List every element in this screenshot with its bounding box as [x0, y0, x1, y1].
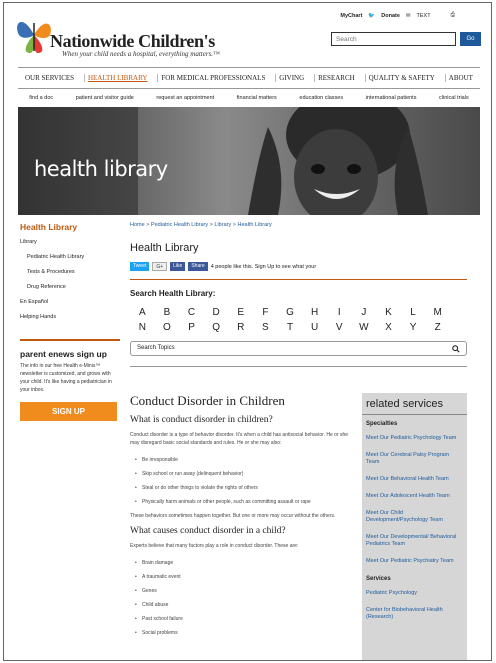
letter-link[interactable]: Y — [409, 322, 417, 333]
list-item: • Physically harm animals or other people, such as committing assault or rape — [142, 498, 355, 506]
search-icon[interactable] — [452, 345, 460, 353]
sidebar-item-library[interactable]: Library — [20, 239, 37, 245]
sidebar-nav — [20, 235, 120, 325]
letter-link[interactable]: T — [286, 322, 294, 333]
letter-link[interactable]: Q — [212, 322, 221, 333]
related-link[interactable]: Meet Our Pediatric Psychology Team — [366, 435, 457, 441]
letter-link[interactable]: N — [138, 322, 146, 333]
breadcrumb-health-library[interactable]: Health Library — [237, 222, 272, 228]
facebook-like-button[interactable]: Like — [170, 262, 185, 271]
nav-about[interactable]: ABOUT — [445, 74, 476, 82]
sidebar-item-drug-reference[interactable]: Drug Reference — [27, 284, 66, 290]
sidebar-item-tests-procedures[interactable]: Tests & Procedures — [27, 269, 75, 275]
letter-link[interactable]: R — [237, 322, 245, 333]
donate-link[interactable]: Donate — [381, 12, 400, 19]
article-paragraph: Conduct disorder is a type of behavior disorder. It's when a child has antisocial behavior. He or she may disregard basic social standards and rules. He or she may also: — [130, 432, 349, 446]
specialties-label: Specialties — [366, 421, 398, 427]
search-library-heading: Search Health Library: — [130, 289, 216, 298]
list-item: • Child abuse — [142, 598, 355, 612]
letter-link[interactable]: V — [335, 322, 343, 333]
list-item: • Steal or do other things to violate the rights of others — [142, 481, 355, 495]
letter-link[interactable]: H — [310, 307, 319, 318]
subnav-find-a-doc[interactable]: find a doc — [29, 95, 54, 101]
gplus-button[interactable]: G+ — [152, 262, 167, 271]
related-link[interactable]: Center for Biobehavioral Health (Research) — [366, 607, 443, 620]
list-item: • Skip school or run away (delinquent behavior) — [142, 467, 355, 481]
utility-links — [340, 12, 455, 19]
sidebar-heading[interactable]: Health Library — [20, 222, 78, 232]
letter-link[interactable]: S — [262, 322, 269, 333]
email-icon[interactable]: ✉ — [405, 12, 411, 19]
page-title: Health Library — [130, 242, 199, 254]
letter-link[interactable]: E — [237, 307, 245, 318]
list-item: • Social problems — [142, 626, 355, 640]
article — [130, 393, 355, 640]
hero-title: health library — [34, 157, 168, 181]
letter-link[interactable]: M — [433, 307, 442, 318]
letter-link[interactable]: Z — [434, 322, 441, 333]
related-link[interactable]: Pediatric Psychology — [366, 590, 418, 596]
nav-quality-safety[interactable]: QUALITY & SAFETY — [365, 74, 438, 82]
search-topics-input[interactable] — [130, 341, 467, 356]
breadcrumb-library[interactable]: Library — [214, 222, 232, 228]
letter-link[interactable]: J — [361, 307, 367, 318]
letter-link[interactable]: I — [337, 307, 341, 318]
subnav-request-appointment[interactable]: request an appointment — [156, 95, 215, 101]
list-item: • Past school failure — [142, 612, 355, 626]
article-title: Conduct Disorder in Children — [130, 393, 285, 408]
related-services-panel — [362, 393, 467, 661]
related-link[interactable]: Meet Our Cerebral Palsy Program Team — [366, 452, 450, 465]
secondary-navigation — [18, 89, 480, 107]
related-link[interactable]: Meet Our Adolescent Health Team — [366, 493, 450, 499]
services-label: Services — [366, 576, 391, 582]
main-navigation — [18, 67, 480, 89]
letter-link[interactable]: W — [359, 322, 369, 333]
signup-button[interactable]: SIGN UP — [20, 402, 117, 421]
letter-link[interactable]: D — [212, 307, 220, 318]
divider — [130, 366, 467, 367]
text-size-link[interactable]: TEXT — [416, 12, 431, 19]
alphabet-index — [130, 307, 450, 333]
list-item: • Genes — [142, 584, 355, 598]
letter-link[interactable]: O — [163, 322, 171, 333]
enews-title: parent enews sign up — [20, 349, 107, 359]
tweet-button[interactable]: Tweet — [130, 262, 149, 271]
letter-link[interactable]: F — [262, 307, 269, 318]
page — [3, 2, 492, 661]
nav-medical-professionals[interactable]: FOR MEDICAL PROFESSIONALS — [157, 74, 268, 82]
related-link[interactable]: Meet Our Child Development/Psychology Team — [366, 510, 443, 523]
enews-description: The info in our free Health e-Minis™ newsletter is customized, and grows with your child. It's like having a pediatrician in your inbox. — [20, 363, 112, 393]
nav-research[interactable]: RESEARCH — [314, 74, 358, 82]
article-list-1 — [130, 453, 355, 506]
list-item: • Be irresponsible — [142, 453, 355, 467]
brand-tagline: When your child needs a hospital, everything matters.™ — [62, 50, 220, 58]
list-item: • A traumatic event — [142, 570, 355, 584]
subnav-financial-matters[interactable]: financial matters — [236, 95, 277, 101]
subnav-clinical-trials[interactable]: clinical trials — [439, 95, 469, 101]
social-share-bar — [130, 262, 467, 271]
letter-link[interactable]: K — [385, 307, 392, 318]
divider — [130, 279, 467, 280]
related-link[interactable]: Meet Our Behavioral Health Team — [366, 476, 449, 482]
subnav-international-patients[interactable]: international patients — [365, 95, 417, 101]
list-item: • Brain damage — [142, 556, 355, 570]
letter-link[interactable]: C — [187, 307, 196, 318]
letter-link[interactable]: G — [286, 307, 294, 318]
sidebar-item-en-espanol[interactable]: En Español — [20, 299, 49, 305]
site-search-input[interactable] — [331, 32, 456, 46]
article-paragraph: These behaviors sometimes happen together. But one or more may occur without the others. — [130, 513, 336, 519]
related-link[interactable]: Meet Our Developmental/ Behavioral Pediatrics Team — [366, 534, 457, 547]
breadcrumb-home[interactable]: Home — [130, 222, 145, 228]
twitter-icon: 🐦 — [368, 12, 376, 19]
letter-link[interactable]: X — [385, 322, 392, 333]
nav-health-library[interactable]: HEALTH LIBRARY — [84, 74, 150, 82]
search-go-button[interactable]: Go — [460, 32, 481, 46]
social-text: 4 people like this. Sign Up to see what your — [210, 263, 317, 270]
facebook-share-button[interactable]: Share — [188, 262, 207, 271]
sidebar-item-helping-hands[interactable]: Helping Hands — [20, 314, 57, 320]
related-link[interactable]: Meet Our Pediatric Psychiatry Team — [366, 558, 454, 564]
letter-link[interactable]: A — [138, 307, 146, 318]
letter-link[interactable]: B — [163, 307, 171, 318]
hero-banner — [18, 107, 480, 215]
letter-link[interactable]: U — [310, 322, 319, 333]
letter-link[interactable]: L — [410, 307, 416, 318]
letter-link[interactable]: P — [188, 322, 195, 333]
breadcrumb-pediatric-health-library[interactable]: Pediatric Health Library — [150, 222, 209, 228]
enews-signup-box — [20, 339, 120, 421]
brand-name: Nationwide Children's — [50, 31, 215, 51]
related-services-title: related services — [362, 393, 467, 415]
mychart-link[interactable]: MyChart — [340, 12, 363, 19]
butterfly-logo-icon — [14, 13, 54, 57]
article-paragraph: Experts believe that many factors play a role in conduct disorder. These are: — [130, 543, 299, 549]
nav-our-services[interactable]: OUR SERVICES — [25, 74, 75, 82]
logo[interactable] — [14, 13, 244, 63]
print-icon[interactable]: ⎙ — [450, 12, 455, 18]
subnav-patient-guide[interactable]: patient and visitor guide — [75, 95, 134, 101]
main-content — [130, 222, 467, 367]
left-sidebar — [20, 222, 120, 325]
breadcrumb: Home > Pediatric Health Library > Library > Health Library — [130, 222, 272, 228]
search-topics-placeholder: Search Topics — [137, 345, 175, 351]
subnav-education-classes[interactable]: education classes — [299, 95, 344, 101]
article-heading-2: What causes conduct disorder in a child? — [130, 526, 286, 536]
nav-giving[interactable]: GIVING — [275, 74, 307, 82]
article-heading-1: What is conduct disorder in children? — [130, 415, 273, 425]
article-list-2 — [130, 556, 355, 640]
sidebar-item-pediatric-health-library[interactable]: Pediatric Health Library — [27, 254, 85, 260]
